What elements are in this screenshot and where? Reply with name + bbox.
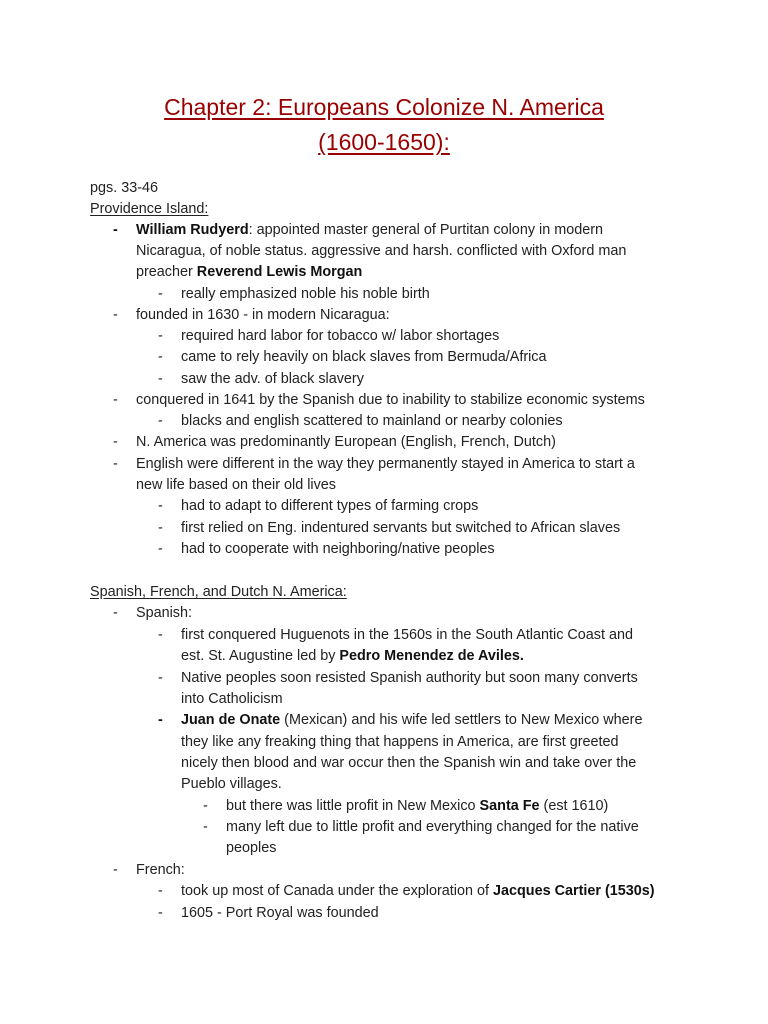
bullet-dash: - [113, 862, 118, 878]
profit-text-post: (est 1610) [539, 798, 609, 814]
morgan-name: Reverend Lewis Morgan [196, 264, 363, 280]
french-label: French: [136, 862, 185, 878]
bullet-dash: - [113, 307, 118, 323]
bullet-dash: - [203, 798, 208, 814]
conquered-item: conquered in 1641 by the Spanish due to inability to stabilize economic systems [136, 392, 645, 408]
bullet-dash: - [158, 883, 163, 899]
spanish-label: Spanish: [136, 605, 193, 621]
bullet-dash: - [158, 712, 163, 728]
onate-line3: nicely then blood and war occur then the Spanish win and take over the [181, 755, 637, 771]
rudyerd-line3 [136, 262, 362, 283]
bullet-dash: - [113, 434, 118, 450]
adv-item: saw the adv. of black slavery [181, 371, 364, 387]
left-line1: many left due to little profit and everything changed for the native [226, 819, 639, 835]
bullet-dash: - [158, 627, 163, 643]
canada-text: took up most of Canada under the exploration of [181, 883, 493, 899]
farming-item: had to adapt to different types of farming crops [181, 498, 479, 514]
bullet-dash: - [203, 819, 208, 835]
bullet-dash: - [158, 371, 163, 387]
bullet-dash: - [113, 456, 118, 472]
rudyerd-line1 [136, 220, 603, 241]
bullet-dash: - [158, 498, 163, 514]
native-line1: Native peoples soon resisted Spanish authority but soon many converts [181, 670, 638, 686]
indentured-item: first relied on Eng. indentured servants but switched to African slaves [181, 520, 621, 536]
native-line2: into Catholicism [181, 691, 283, 707]
port-royal-item: 1605 - Port Royal was founded [181, 905, 379, 921]
bermuda-item: came to rely heavily on black slaves from Bermuda/Africa [181, 349, 547, 365]
santa-fe-name: Santa Fe [479, 798, 540, 814]
noble-birth-item: really emphasized noble his noble birth [181, 286, 430, 302]
rudyerd-line2: Nicaragua, of noble status. aggressive and harsh. conflicted with Oxford man [136, 243, 627, 259]
bullet-dash: - [158, 286, 163, 302]
pages-label: pgs. 33-46 [90, 180, 159, 196]
scattered-item: blacks and english scattered to mainland or nearby colonies [181, 413, 563, 429]
chapter-title-line2: (1600-1650): [318, 129, 450, 155]
rudyerd-text3: preacher [136, 264, 197, 280]
bullet-dash: - [113, 392, 118, 408]
providence-heading: Providence Island: [90, 201, 209, 217]
bullet-dash: - [158, 413, 163, 429]
labor-item: required hard labor for tobacco w/ labor shortages [181, 328, 500, 344]
chapter-title-line1: Chapter 2: Europeans Colonize N. America [164, 94, 604, 120]
bullet-dash: - [158, 541, 163, 557]
onate-line2: they like any freaking thing that happens in America, are first greeted [181, 734, 619, 750]
profit-text: but there was little profit in New Mexico [226, 798, 480, 814]
predominantly-item: N. America was predominantly European (English, French, Dutch) [136, 434, 556, 450]
left-line2: peoples [226, 840, 277, 856]
bullet-dash: - [113, 222, 118, 238]
bullet-dash: - [158, 328, 163, 344]
rudyerd-text1: : appointed master general of Purtitan colony in modern [248, 222, 604, 238]
profit-item [226, 796, 608, 817]
english-line1: English were different in the way they permanently stayed in America to start a [136, 456, 635, 472]
cooperate-item: had to cooperate with neighboring/native peoples [181, 541, 495, 557]
onate-line4: Pueblo villages. [181, 776, 282, 792]
rudyerd-name: William Rudyerd [136, 222, 249, 238]
bullet-dash: - [158, 905, 163, 921]
huguenots-text2: est. St. Augustine led by [181, 648, 340, 664]
bullet-dash: - [158, 670, 163, 686]
onate-name: Juan de Onate [181, 712, 281, 728]
menendez-name: Pedro Menendez de Aviles. [339, 648, 524, 664]
bullet-dash: - [158, 349, 163, 365]
canada-item [181, 881, 655, 902]
onate-text1: (Mexican) and his wife led settlers to New Mexico where [280, 712, 643, 728]
founded-item: founded in 1630 - in modern Nicaragua: [136, 307, 390, 323]
onate-line1 [181, 710, 642, 731]
huguenots-line1: first conquered Huguenots in the 1560s in the South Atlantic Coast and [181, 627, 634, 643]
bullet-dash: - [158, 520, 163, 536]
huguenots-line2 [181, 646, 524, 667]
cartier-name: Jacques Cartier (1530s) [493, 883, 655, 899]
spanish-section-heading: Spanish, French, and Dutch N. America: [90, 584, 347, 600]
bullet-dash: - [113, 605, 118, 621]
english-line2: new life based on their old lives [136, 477, 336, 493]
